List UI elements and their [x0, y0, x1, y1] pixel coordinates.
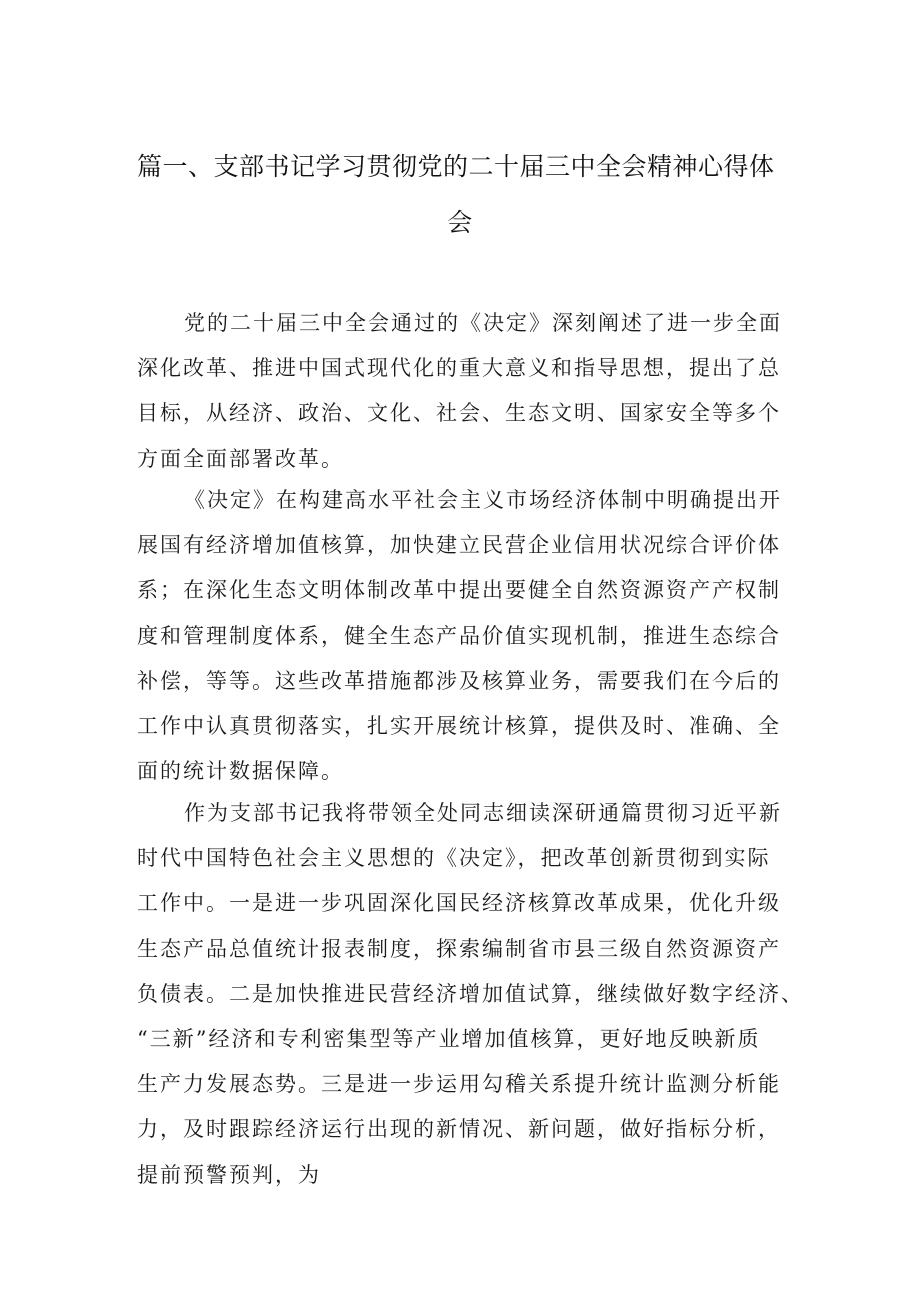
paragraph-3 [137, 791, 804, 1198]
paragraph-line: 方面全面部署改革。 [137, 446, 344, 471]
paragraph-line: 生态产品总值统计报表制度，探索编制省市县三级自然资源资产 [137, 936, 781, 961]
paragraph-line: 展国有经济增加值核算，加快建立民营企业信用状况综合评价体 [137, 533, 781, 558]
paragraph-line: 党的二十届三中全会通过的《决定》深刻阐述了进一步全面 [184, 311, 782, 335]
paragraph-line: 补偿，等等。这些改革措施都涉及核算业务，需要我们在今后的 [137, 668, 781, 693]
paragraph-line: 目标，从经济、政治、文化、社会、生态文明、国家安全等多个 [137, 401, 781, 426]
paragraph-line: 面的统计数据保障。 [137, 759, 344, 784]
paragraph-line: 系；在深化生态文明体制改革中提出要健全自然资源资产产权制 [137, 578, 781, 603]
paragraph-line: 力，及时跟踪经济运行出现的新情况、新问题，做好指标分析， [137, 1117, 781, 1142]
paragraph-line: 提前预警预判，为 [137, 1162, 321, 1187]
paragraph-line: 负债表。二是加快推进民营经济增加值试算，继续做好数字经济、 [137, 981, 804, 1006]
paragraph-line: 深化改革、推进中国式现代化的重大意义和指导思想，提出了总 [137, 356, 781, 381]
paragraph-1 [137, 301, 787, 482]
paragraph-2 [137, 478, 787, 794]
paragraph-line: 《决定》在构建高水平社会主义市场经济体制中明确提出开 [184, 488, 782, 512]
paragraph-line: 度和管理制度体系，健全生态产品价值实现机制，推进生态综合 [137, 623, 781, 648]
paragraph-line: 时代中国特色社会主义思想的《决定》，把改革创新贯彻到实际 [137, 846, 771, 871]
document-title-line-1: 篇一、支部书记学习贯彻党的二十届三中全会精神心得体 [137, 152, 775, 181]
paragraph-line: 工作中。一是进一步巩固深化国民经济核算改革成果，优化升级 [137, 891, 781, 916]
document-title-line-2: 会 [447, 208, 473, 237]
paragraph-line: 生产力发展态势。三是进一步运用勾稽关系提升统计监测分析能 [137, 1072, 781, 1097]
paragraph-line: 作为支部书记我将带领全处同志细读深研通篇贯彻习近平新 [184, 801, 782, 825]
paragraph-line: “三新”经济和专利密集型等产业增加值核算，更好地反映新质 [137, 1026, 761, 1051]
paragraph-line: 工作中认真贯彻落实，扎实开展统计核算，提供及时、准确、全 [137, 713, 781, 738]
